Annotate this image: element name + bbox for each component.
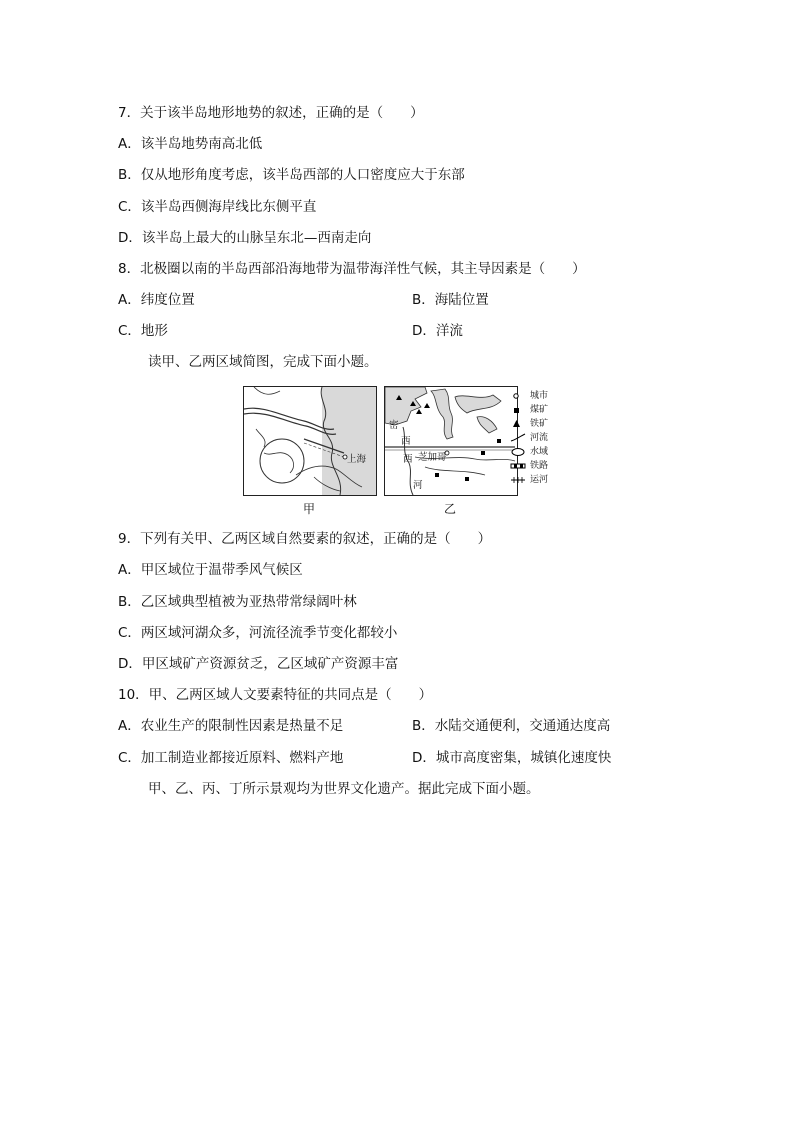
question-9-stem: 9．下列有关甲、乙两区域自然要素的叙述，正确的是（ ） <box>118 531 492 547</box>
region-maps-figure <box>243 386 563 518</box>
question-8-option-b: B．海陆位置 <box>412 292 489 308</box>
question-10-option-a: A．农业生产的限制性因素是热量不足 <box>118 718 344 734</box>
canal-line-icon <box>510 474 526 486</box>
railway-line-icon <box>510 460 526 472</box>
question-7-option-a: A．该半岛地势南高北低 <box>118 136 263 152</box>
legend-item-coal <box>510 404 566 416</box>
iron-mine-icon <box>510 418 526 430</box>
legend-item-river <box>510 432 566 444</box>
map-yi-city-label: 芝加哥 <box>418 452 447 463</box>
legend-label-coal: 煤矿 <box>530 405 549 415</box>
question-8-stem: 8．北极圈以南的半岛西部沿海地带为温带海洋性气候，其主导因素是（ ） <box>118 261 586 277</box>
map-jia-caption: 甲 <box>302 502 315 516</box>
intro-text-2: 甲、乙、丙、丁所示景观均为世界文化遗产。据此完成下面小题。 <box>148 781 540 797</box>
map-jia-city-label: 上海 <box>347 454 367 465</box>
water-area-icon <box>510 446 526 458</box>
question-8-option-c: C．地形 <box>118 323 168 339</box>
map-yi-river-char-4: 河 <box>413 480 423 491</box>
map-yi <box>384 386 518 496</box>
legend-label-river: 河流 <box>530 433 549 443</box>
question-7-option-d: D．该半岛上最大的山脉呈东北—西南走向 <box>118 230 372 246</box>
question-10-stem: 10．甲、乙两区域人文要素特征的共同点是（ ） <box>118 687 433 703</box>
city-symbol-icon <box>510 390 526 402</box>
question-7-stem: 7．关于该半岛地形地势的叙述，正确的是（ ） <box>118 105 424 121</box>
legend-label-city: 城市 <box>530 391 549 401</box>
question-9-option-a: A．甲区域位于温带季风气候区 <box>118 562 303 578</box>
question-8-option-d: D．洋流 <box>412 323 463 339</box>
legend-label-water: 水域 <box>530 447 549 457</box>
legend-label-railway: 铁路 <box>530 461 549 471</box>
question-9-option-d: D．甲区域矿产资源贫乏，乙区域矿产资源丰富 <box>118 656 399 672</box>
map-jia <box>243 386 377 496</box>
question-7-option-b: B．仅从地形角度考虑，该半岛西部的人口密度应大于东部 <box>118 167 465 183</box>
map-jia-drawing <box>244 387 376 495</box>
legend-item-water <box>510 446 566 458</box>
river-line-icon <box>510 432 526 444</box>
legend-label-iron: 铁矿 <box>530 419 549 429</box>
legend-label-canal: 运河 <box>530 475 549 485</box>
map-yi-river-char-2: 西 <box>401 436 411 447</box>
coal-mine-icon <box>510 404 526 416</box>
question-8-option-a: A．纬度位置 <box>118 292 195 308</box>
question-10-option-d: D．城市高度密集，城镇化速度快 <box>412 750 612 766</box>
question-9-option-c: C．两区域河湖众多，河流径流季节变化都较小 <box>118 625 398 641</box>
map-yi-river-char-3: 西 <box>403 454 413 465</box>
map-yi-river-char-1: 密 <box>389 420 399 431</box>
question-10-option-b: B．水陆交通便利，交通通达度高 <box>412 718 611 734</box>
map-yi-caption: 乙 <box>443 502 456 516</box>
legend-item-iron <box>510 418 566 430</box>
legend-item-city <box>510 390 566 402</box>
intro-text-1: 读甲、乙两区域简图，完成下面小题。 <box>148 354 378 370</box>
legend-item-railway <box>510 460 566 472</box>
legend-item-canal <box>510 474 566 486</box>
question-10-option-c: C．加工制造业都接近原料、燃料产地 <box>118 750 344 766</box>
question-9-option-b: B．乙区域典型植被为亚热带常绿阔叶林 <box>118 594 357 610</box>
question-7-option-c: C．该半岛西侧海岸线比东侧平直 <box>118 199 317 215</box>
